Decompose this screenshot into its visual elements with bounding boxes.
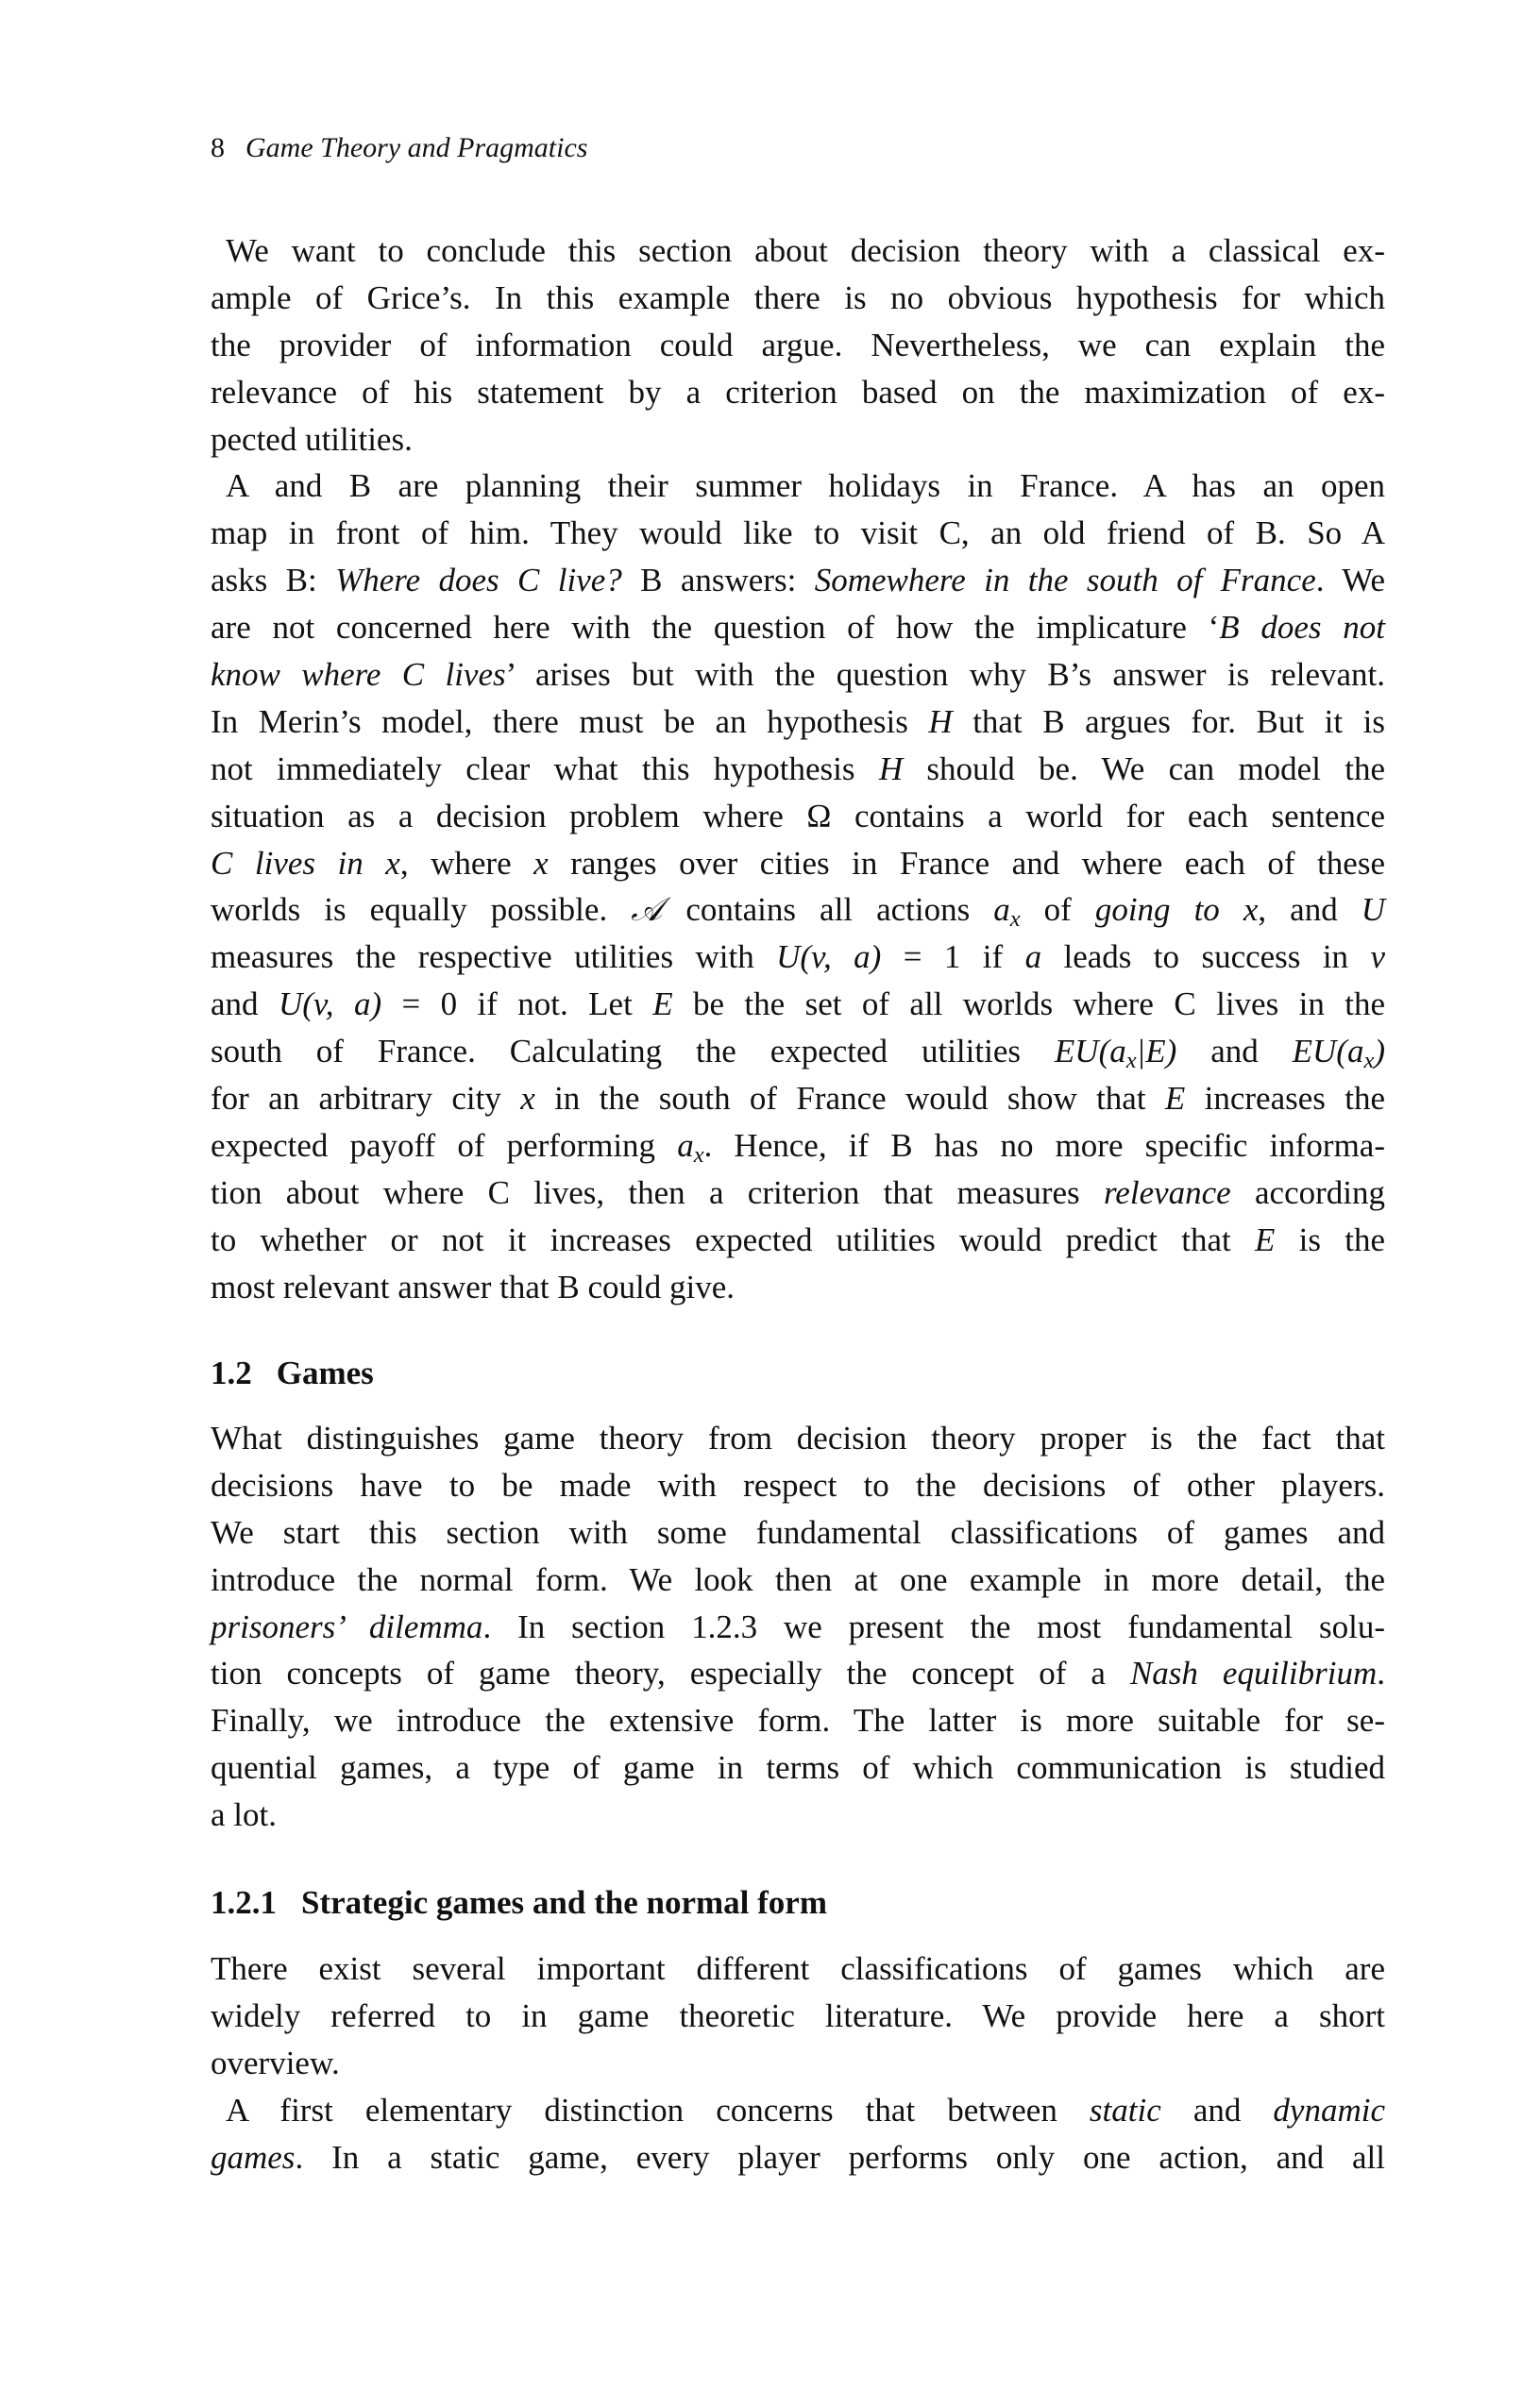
math-symbol: EU(a <box>1054 1033 1126 1070</box>
text-run: the provider of information could argue. Nevertheless, we can explain the <box>211 326 1385 363</box>
italic-text: relevance <box>1103 1173 1231 1211</box>
text-line <box>211 2087 1385 2134</box>
text-run: = 0 if not. Let <box>381 985 653 1023</box>
text-run: quential games, a type of game in terms of which communication is studied <box>211 1749 1385 1787</box>
italic-text: games <box>211 2138 296 2176</box>
math-subscript: x <box>693 1142 704 1169</box>
text-run: and <box>1176 1033 1293 1070</box>
text-line <box>211 1697 1385 1744</box>
running-title: Game Theory and Pragmatics <box>245 132 588 163</box>
text-run: ’ arises but with the question why B’s answer is relevant. <box>505 656 1385 694</box>
math-symbol: a <box>677 1126 694 1164</box>
text-run: and <box>1160 2091 1274 2129</box>
section-heading-1-2-1 <box>211 1884 827 1922</box>
text-run: leads to success in <box>1041 938 1371 976</box>
text-run: south of France. Calculating the expected utilities <box>211 1033 1055 1070</box>
text-run: There exist several important different classifications of games which are <box>211 1950 1385 1987</box>
math-symbol: E <box>652 985 673 1023</box>
text-line <box>211 651 1385 699</box>
text-run: is the <box>1275 1221 1385 1258</box>
text-run: worlds is equally possible. <box>211 891 632 929</box>
text-line <box>211 1993 1385 2040</box>
italic-text: static <box>1089 2091 1161 2129</box>
text-line <box>211 1415 1385 1462</box>
text-run: B answers: <box>621 562 815 599</box>
text-line <box>211 1650 1385 1697</box>
text-line <box>211 1604 1385 1651</box>
italic-text: dynamic <box>1273 2091 1385 2129</box>
text-run: . We <box>1315 562 1386 599</box>
text-line <box>211 1792 1385 1839</box>
math-symbol: H <box>878 749 904 787</box>
text-run: asks B: <box>211 562 336 599</box>
text-run: = 1 if <box>881 938 1025 976</box>
italic-text: Somewhere in the south of France <box>814 562 1316 599</box>
math-symbol: U(v, a) <box>776 938 882 976</box>
text-line <box>211 557 1385 604</box>
math-symbol: E <box>1254 1221 1276 1258</box>
text-line <box>211 1557 1385 1604</box>
text-line <box>211 227 1385 275</box>
paragraphs-strategic-games <box>211 1945 1385 2181</box>
text-line <box>211 981 1385 1028</box>
section-title: Strategic games and the normal form <box>301 1884 827 1921</box>
math-symbol: a <box>1024 938 1042 976</box>
text-line <box>211 746 1385 793</box>
math-symbol: x <box>533 844 549 882</box>
text-run: most relevant answer that B could give. <box>211 1268 735 1305</box>
text-run: measures the respective utilities with <box>211 938 777 976</box>
text-line <box>211 1075 1385 1122</box>
italic-text: Nash equilibrium <box>1129 1655 1378 1692</box>
text-run: ample of Grice’s. In this example there is no obvious hypothesis for which <box>211 278 1385 316</box>
italic-text: C lives in <box>211 844 386 882</box>
text-line <box>211 793 1385 840</box>
text-run: . In a static game, every player performs only one action, and all <box>295 2138 1385 2176</box>
text-run: , where <box>399 844 534 882</box>
math-subscript: x <box>1125 1048 1137 1074</box>
text-run: pected utilities. <box>211 420 413 458</box>
math-symbol: EU(a <box>1292 1033 1364 1070</box>
text-run: In Merin’s model, there must be an hypothesis <box>211 702 929 740</box>
math-symbol: H <box>928 702 953 740</box>
text-line <box>211 934 1385 981</box>
text-line <box>211 1170 1385 1217</box>
text-run: . <box>1377 1655 1385 1692</box>
running-header <box>211 132 587 164</box>
text-run: overview. <box>211 2044 340 2081</box>
text-run: for an arbitrary city <box>211 1080 521 1118</box>
text-line <box>211 1217 1385 1264</box>
text-line <box>211 1945 1385 1993</box>
text-run: situation as a decision problem where Ω contains a world for each sentence <box>211 797 1385 834</box>
math-subscript: x <box>1009 906 1021 933</box>
text-run: A first elementary distinction concerns that between <box>226 2091 1090 2129</box>
math-symbol: E <box>1164 1080 1186 1118</box>
italic-text: B does not <box>1219 609 1385 647</box>
text-run: to whether or not it increases expected utilities would predict that <box>211 1221 1255 1258</box>
text-line <box>211 840 1385 887</box>
text-run: are not concerned here with the question of how the implicature ‘ <box>211 609 1220 647</box>
section-title: Games <box>276 1355 374 1391</box>
text-line <box>211 2040 1385 2087</box>
text-run: . Hence, if B has no more specific informa- <box>703 1126 1386 1164</box>
text-run: contains all actions <box>662 891 994 929</box>
text-line <box>211 416 1385 463</box>
italic-text: Where does C live? <box>335 562 622 599</box>
math-symbol: 𝒜 <box>631 891 663 929</box>
text-run: of <box>1020 891 1095 929</box>
text-run: , and <box>1258 891 1361 929</box>
text-run: . In section 1.2.3 we present the most fundamental solu- <box>482 1608 1385 1645</box>
text-run: A and B are planning their summer holidays in France. A has an open <box>226 467 1385 505</box>
paragraph-games <box>211 1415 1385 1839</box>
text-line <box>211 463 1385 510</box>
text-line <box>211 1462 1385 1509</box>
math-symbol: ) <box>1374 1033 1385 1070</box>
section-number: 1.2 <box>211 1355 252 1391</box>
text-line <box>211 604 1385 651</box>
italic-text: prisoners’ dilemma <box>211 1608 483 1645</box>
text-run: tion about where C lives, then a criterion that measures <box>211 1173 1104 1211</box>
text-line <box>211 886 1385 934</box>
section-heading-1-2 <box>211 1355 374 1392</box>
math-symbol: U(v, a) <box>278 985 382 1023</box>
text-line <box>211 322 1385 369</box>
paragraphs-decision-theory <box>211 227 1385 1310</box>
math-subscript: x <box>1363 1048 1375 1074</box>
text-run: not immediately clear what this hypothesis <box>211 749 879 787</box>
text-run: tion concepts of game theory, especially the concept of a <box>211 1655 1130 1692</box>
text-line <box>211 1509 1385 1557</box>
page-number: 8 <box>211 132 225 163</box>
math-symbol: x <box>520 1080 535 1118</box>
text-line <box>211 2134 1385 2181</box>
italic-text: know where C lives <box>211 656 506 694</box>
text-run: according <box>1230 1173 1386 1211</box>
text-run: be the set of all worlds where C lives in the <box>672 985 1385 1023</box>
text-run: relevance of his statement by a criterion based on the maximization of ex- <box>211 373 1385 411</box>
text-line <box>211 1028 1385 1075</box>
text-run: widely referred to in game theoretic literature. We provide here a short <box>211 1996 1385 2034</box>
text-line <box>211 1744 1385 1792</box>
text-run: ranges over cities in France and where each of these <box>548 844 1385 882</box>
text-line <box>211 369 1385 416</box>
text-run: Finally, we introduce the extensive form. The latter is more suitable for se- <box>211 1702 1385 1740</box>
text-run: increases the <box>1185 1080 1385 1118</box>
text-run: expected payoff of performing <box>211 1126 678 1164</box>
text-run: should be. We can model the <box>903 749 1385 787</box>
text-run: introduce the normal form. We look then at one example in more detail, the <box>211 1560 1385 1598</box>
text-run: in the south of France would show that <box>534 1080 1165 1118</box>
text-line <box>211 699 1385 746</box>
math-symbol: |E) <box>1136 1033 1177 1070</box>
italic-text: going to x <box>1094 891 1259 929</box>
text-line <box>211 275 1385 322</box>
text-run: and <box>211 985 279 1023</box>
text-run: What distinguishes game theory from decision theory proper is the fact that <box>211 1420 1385 1457</box>
text-run: map in front of him. They would like to visit C, an old friend of B. So A <box>211 514 1385 552</box>
section-number: 1.2.1 <box>211 1884 277 1921</box>
text-run: We start this section with some fundamental classifications of games and <box>211 1513 1385 1551</box>
text-run: that B argues for. But it is <box>952 702 1385 740</box>
math-symbol: v <box>1370 938 1386 976</box>
text-run: decisions have to be made with respect to the decisions of other players. <box>211 1466 1385 1504</box>
text-line <box>211 510 1385 557</box>
math-symbol: x <box>385 844 400 882</box>
math-symbol: U <box>1361 891 1385 929</box>
text-line <box>211 1264 1385 1311</box>
text-run: a lot. <box>211 1796 277 1834</box>
math-symbol: a <box>993 891 1010 929</box>
text-line <box>211 1122 1385 1170</box>
text-run: We want to conclude this section about decision theory with a classical ex- <box>226 232 1385 269</box>
